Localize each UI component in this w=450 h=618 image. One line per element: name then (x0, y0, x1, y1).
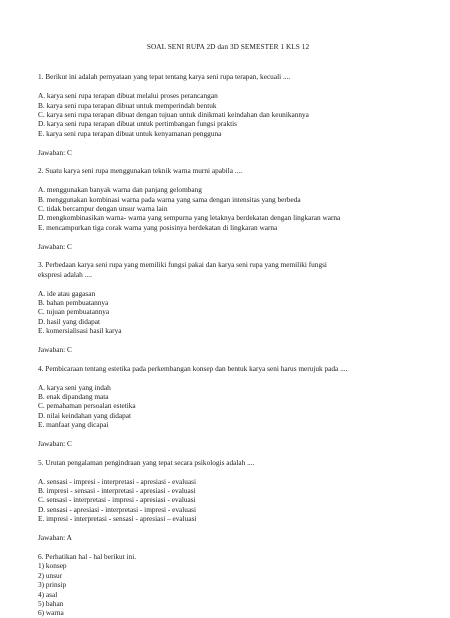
question-text: 5. Urutan pengalaman pengindraan yang tepat secara psikologis adalah .... (38, 457, 255, 467)
option-e: E. mencampurkan tiga corak warna yang posisinya berdekatan di lingkaran warna (38, 222, 278, 232)
answer-text: Jawaban: C (38, 147, 72, 157)
option-a: A. karya seni rupa terapan dibuat melalui proses perancangan (38, 91, 218, 101)
option-c: C. sensasi - interpretasi - impresi - apresiasi - evaluasi (38, 495, 196, 505)
answer-text: Jawaban: C (38, 241, 72, 251)
option-a: A. menggunakan banyak warna dan panjang gelombang (38, 185, 202, 195)
option-b: B. bahan pembuatannya (38, 298, 109, 308)
option-e: E. komersialisasi hasil karya (38, 326, 122, 336)
answer-text: Jawaban: A (38, 533, 72, 543)
option-e: E. manfaat yang dicapai (38, 420, 109, 430)
option-a: A. ide atau gagasan (38, 288, 96, 298)
answer-text: Jawaban: C (38, 345, 72, 355)
document-body (38, 42, 438, 618)
list-item: 5) bahan (38, 598, 64, 608)
question-block (38, 72, 438, 166)
question-block (38, 364, 438, 458)
option-d: D. nilai keindahan yang didapat (38, 410, 132, 420)
question-text: 1. Berikut ini adalah pernyataan yang tepat tentang karya seni rupa terapan, kecuali .... (38, 72, 291, 82)
answer-text: Jawaban: C (38, 439, 72, 449)
option-b: B. karya seni rupa terapan dibuat untuk memperindah bentuk (38, 100, 217, 110)
option-c: C. pemahaman persoalan estetika (38, 401, 136, 411)
question-text-line: ekspresi adalah .... (38, 269, 92, 279)
question-text: 2. Suatu karya seni rupa menggunakan teknik warna murni apabila .... (38, 166, 243, 176)
option-c: C. tidak bercampur dengan unsur warna lain (38, 204, 168, 214)
question-block (38, 458, 438, 552)
option-d: D. mengkombinasikan warna- warna yang sempurna yang letaknya berdekatan dengan lingkaran warna (38, 213, 341, 223)
question-text-line: 3. Perbedaan karya seni rupa yang memiliki fungsi pakai dan karya seni rupa yang memiliki fungsi (38, 260, 327, 270)
option-d: D. karya seni rupa terapan dibuat untuk pertimbangan fungsi praktis (38, 119, 237, 129)
list-item: 1) konsep (38, 561, 67, 571)
option-c: C. karya seni rupa terapan dibuat dengan tujuan untuk dinikmati keindahan dan keunikannya (38, 110, 309, 120)
list-item: 4) asal (38, 589, 58, 599)
option-d: D. sensasi - apresiasi - interpretasi - impresi - evaluasi (38, 504, 197, 514)
question-block (38, 552, 438, 618)
option-b: B. menggunakan kombinasi warna pada warna yang sama dengan intensitas yang berbeda (38, 194, 301, 204)
option-d: D. hasil yang didapat (38, 316, 101, 326)
question-block (38, 260, 438, 363)
option-e: E. impresi - interpretasi - sensasi - apresiasi – evaluasi (38, 514, 197, 524)
list-item: 3) prinsip (38, 580, 67, 590)
question-text: 4. Pembicaraan tentang estetika pada perkembangan konsep dan bentuk karya seni harus merujuk pada .... (38, 363, 348, 373)
question-block (38, 166, 438, 260)
option-b: B. enak dipandang mata (38, 392, 109, 402)
option-a: A. karya seni yang indah (38, 382, 111, 392)
option-a: A. sensasi - impresi - interpretasi - apresiasi - evaluasi (38, 476, 197, 486)
list-item: 6) warna (38, 608, 64, 618)
option-b: B. impresi - sensasi - interpretasi - apresiasi - evaluasi (38, 486, 196, 496)
option-c: C. tujuan pembuatannya (38, 307, 110, 317)
question-text: 6. Perhatikan hal - hal berikut ini. (38, 551, 137, 561)
document-title: SOAL SENI RUPA 2D dan 3D SEMESTER 1 KLS 12 (146, 42, 310, 51)
list-item: 2) unsur (38, 570, 63, 580)
option-e: E. karya seni rupa terapan dibuat untuk kenyamanan pengguna (38, 128, 222, 138)
